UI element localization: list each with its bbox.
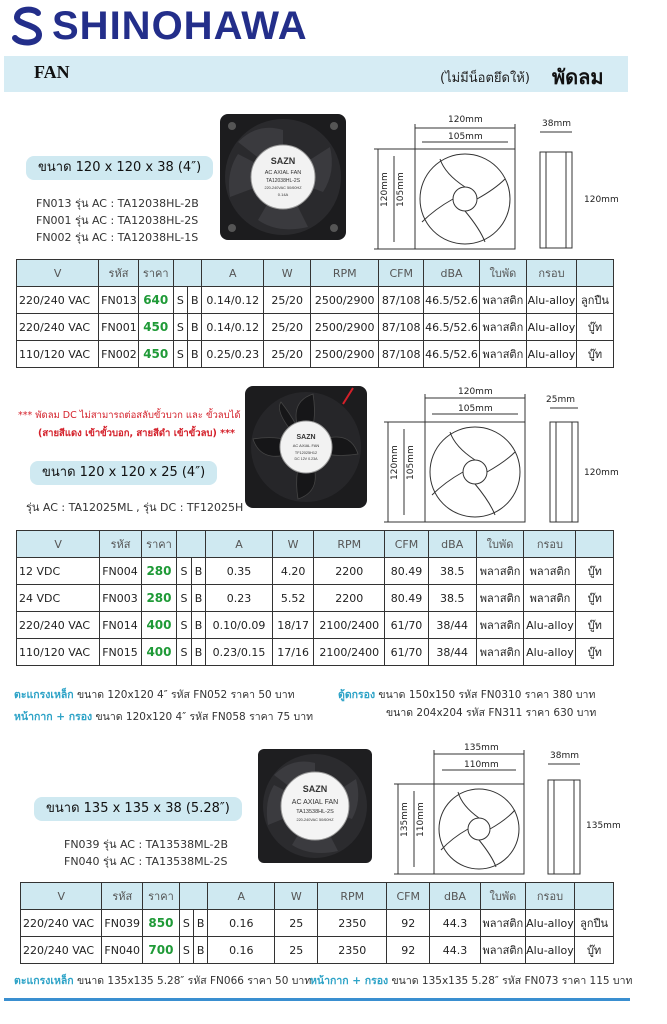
table-cell: 0.14/0.12: [202, 287, 264, 314]
table-cell: 220/240 VAC: [17, 612, 100, 639]
table-cell: Alu-alloy: [525, 937, 574, 964]
table-row: [17, 612, 614, 639]
table-cell: 25: [275, 937, 318, 964]
col-header: ใบพัด: [479, 260, 526, 287]
table-cell: 2200: [314, 585, 385, 612]
col-header: ราคา: [141, 531, 176, 558]
table-cell: S: [177, 558, 192, 585]
table-cell: S: [173, 341, 187, 368]
table-cell: 92: [387, 937, 430, 964]
fan-type-label: AC AXIAL FAN: [291, 799, 339, 806]
model-line: FN013 รุ่น AC : TA12038HL-2B: [36, 197, 199, 210]
accessory-line: [310, 972, 632, 989]
table-cell: บู๊ท: [576, 585, 614, 612]
table-cell: B: [194, 937, 208, 964]
table-cell: FN040: [102, 937, 143, 964]
table-cell: พลาสติก: [480, 937, 525, 964]
table-cell: B: [191, 639, 206, 666]
model-line: รุ่น AC : TA12025ML , รุ่น DC : TF12025H: [26, 501, 244, 514]
table-header-row: [17, 260, 614, 287]
table-cell: 46.5/52.6: [424, 341, 479, 368]
col-header: RPM: [314, 531, 385, 558]
table-cell: 46.5/52.6: [424, 314, 479, 341]
col-header: รหัส: [99, 260, 139, 287]
table-cell: S: [177, 612, 192, 639]
dc-warning-wiring: (สายสีแดง เข้าขั้วบอก, สายสีดำ เข้าขั้วลบ) ***: [38, 428, 236, 439]
fan-voltage-label: 220-240VAC 50/60HZ: [296, 818, 334, 822]
table-cell: FN003: [100, 585, 142, 612]
shinohawa-s-icon: [8, 5, 48, 47]
table-cell: 18/17: [272, 612, 314, 639]
table-cell: 2350: [318, 910, 387, 937]
dim-width: 120mm: [458, 387, 493, 397]
fan-model-label: TA13538HL-2S: [296, 809, 334, 815]
header-title: FAN: [34, 62, 70, 82]
col-header-blank: [179, 883, 207, 910]
table-cell: 220/240 VAC: [17, 287, 99, 314]
table-cell: 87/108: [379, 341, 424, 368]
dim-inner-height: 110mm: [416, 802, 426, 837]
dim-width: 120mm: [448, 115, 483, 125]
price-cell: 850: [143, 910, 180, 937]
accessory-text: ขนาด 120x120 4″ รหัส FN052 ราคา 50 บาท: [77, 689, 295, 701]
table-cell: พลาสติก: [524, 585, 576, 612]
col-header: dBA: [424, 260, 479, 287]
col-header: A: [202, 260, 264, 287]
model-line: FN039 รุ่น AC : TA13538ML-2B: [64, 838, 229, 851]
dim-inner-height: 105mm: [406, 445, 416, 480]
table-cell: พลาสติก: [480, 910, 525, 937]
table-cell: 0.14/0.12: [202, 314, 264, 341]
col-header: ใบพัด: [480, 883, 525, 910]
table-cell: 2100/2400: [314, 612, 385, 639]
fan-photo: [256, 747, 374, 865]
table-cell: 0.23/0.15: [206, 639, 273, 666]
col-header: dBA: [428, 531, 476, 558]
table-row: [17, 558, 614, 585]
table-cell: 61/70: [385, 612, 429, 639]
price-cell: 280: [141, 558, 176, 585]
spec-table: [16, 259, 614, 368]
table-cell: บู๊ท: [576, 639, 614, 666]
dim-side-height: 120mm: [584, 468, 619, 478]
table-cell: 2350: [318, 937, 387, 964]
table-cell: 220/240 VAC: [17, 314, 99, 341]
table-cell: 24 VDC: [17, 585, 100, 612]
table-cell: 2500/2900: [311, 287, 379, 314]
col-header: W: [275, 883, 318, 910]
price-cell: 400: [141, 639, 176, 666]
dim-height: 135mm: [400, 802, 410, 837]
accessory-line: [338, 686, 595, 703]
table-cell: S: [173, 287, 187, 314]
price-cell: 450: [138, 341, 173, 368]
spec-table: [20, 882, 614, 964]
table-cell: 44.3: [430, 937, 481, 964]
table-cell: 5.52: [272, 585, 314, 612]
table-cell: Alu-alloy: [527, 341, 577, 368]
table-cell: Alu-alloy: [527, 314, 577, 341]
table-row: [21, 937, 614, 964]
accessory-text: ขนาด 120x120 4″ รหัส FN058 ราคา 75 บาท: [95, 711, 314, 723]
dim-depth: 38mm: [550, 751, 579, 761]
table-header-row: [21, 883, 614, 910]
dim-depth: 25mm: [546, 395, 575, 405]
table-cell: พลาสติก: [479, 314, 526, 341]
table-cell: 4.20: [272, 558, 314, 585]
table-cell: 2100/2400: [314, 639, 385, 666]
col-header: CFM: [387, 883, 430, 910]
dim-width: 135mm: [464, 743, 499, 753]
accessory-text: ขนาด 135x135 5.28″ รหัส FN066 ราคา 50 บาท: [77, 975, 312, 987]
table-cell: FN001: [99, 314, 139, 341]
table-cell: B: [191, 585, 206, 612]
col-header: กรอบ: [525, 883, 574, 910]
fan-brand-label: SAZN: [296, 434, 316, 441]
table-cell: 220/240 VAC: [21, 910, 102, 937]
table-cell: บู๊ท: [576, 341, 613, 368]
col-header: W: [264, 260, 311, 287]
dimension-drawing: [360, 104, 630, 254]
table-row: [17, 314, 614, 341]
table-cell: 0.16: [208, 937, 275, 964]
col-header: ราคา: [143, 883, 180, 910]
table-cell: พลาสติก: [476, 639, 524, 666]
accessory-label: ตู้ดกรอง: [338, 689, 376, 701]
price-cell: 450: [138, 314, 173, 341]
table-cell: 80.49: [385, 558, 429, 585]
table-row: [21, 910, 614, 937]
table-cell: 38.5: [428, 585, 476, 612]
col-header: CFM: [379, 260, 424, 287]
table-row: [17, 341, 614, 368]
fan-model-label: TF12025H12: [294, 451, 318, 455]
table-row: [17, 639, 614, 666]
col-header: V: [21, 883, 102, 910]
table-cell: B: [194, 910, 208, 937]
table-cell: 38/44: [428, 639, 476, 666]
table-cell: 2500/2900: [311, 314, 379, 341]
col-header: dBA: [430, 883, 481, 910]
table-cell: ลูกปืน: [575, 910, 614, 937]
accessory-text: ขนาด 135x135 5.28″ รหัส FN073 ราคา 115 บาท: [391, 975, 633, 987]
table-cell: 0.16: [208, 910, 275, 937]
table-cell: 61/70: [385, 639, 429, 666]
fan-photo: [218, 112, 348, 242]
fan-voltage-label: DC 12V 0.23A: [294, 457, 318, 461]
col-header: RPM: [318, 883, 387, 910]
dim-inner-height: 105mm: [396, 172, 406, 207]
table-cell: 2200: [314, 558, 385, 585]
table-cell: 44.3: [430, 910, 481, 937]
footer-divider: [4, 998, 630, 1001]
accessory-line: [14, 708, 313, 725]
price-cell: 640: [138, 287, 173, 314]
accessory-text: ขนาด 150x150 รหัส FN0310 ราคา 380 บาท: [378, 689, 596, 701]
table-cell: 25/20: [264, 314, 311, 341]
table-cell: Alu-alloy: [524, 639, 576, 666]
model-line: FN002 รุ่น AC : TA12038HL-1S: [36, 231, 199, 244]
fan-brand-label: SAZN: [270, 156, 296, 166]
col-header: กรอบ: [524, 531, 576, 558]
table-cell: 87/108: [379, 314, 424, 341]
table-cell: พลาสติก: [476, 612, 524, 639]
table-cell: 110/120 VAC: [17, 341, 99, 368]
col-header: ใบพัด: [476, 531, 524, 558]
table-cell: FN004: [100, 558, 142, 585]
dim-side-height: 120mm: [584, 195, 619, 205]
brand-name: SHINOHAWA: [52, 4, 308, 48]
col-header: กรอบ: [527, 260, 577, 287]
table-cell: FN013: [99, 287, 139, 314]
section-header: [4, 56, 628, 92]
fan-model-label: TA12038HL-2S: [265, 178, 301, 184]
table-cell: พลาสติก: [479, 287, 526, 314]
table-cell: 25: [275, 910, 318, 937]
table-cell: FN015: [100, 639, 142, 666]
dc-warning: *** พัดลม DC ไม่สามารถต่อสลับขั้วบวก และ ขั้วลบได้: [18, 410, 241, 421]
brand-logo: [8, 2, 428, 52]
table-cell: FN014: [100, 612, 142, 639]
table-cell: 17/16: [272, 639, 314, 666]
table-row: [17, 585, 614, 612]
header-thai-title: พัดลม: [552, 65, 604, 89]
col-header: CFM: [385, 531, 429, 558]
col-header: รหัส: [102, 883, 143, 910]
table-cell: S: [177, 639, 192, 666]
dim-inner-width: 110mm: [464, 760, 499, 770]
accessory-label: ตะแกรงเหล็ก: [14, 689, 74, 701]
table-cell: S: [179, 937, 193, 964]
table-cell: 0.35: [206, 558, 273, 585]
accessory-label: หน้ากาก + กรอง: [14, 711, 93, 723]
col-header: A: [208, 883, 275, 910]
table-cell: S: [177, 585, 192, 612]
fan-type-label: AC AXIAL FAN: [292, 443, 320, 448]
fan-current-label: 0.14A: [277, 192, 289, 197]
col-header: W: [272, 531, 314, 558]
table-cell: 46.5/52.6: [424, 287, 479, 314]
table-row: [17, 287, 614, 314]
col-header: RPM: [311, 260, 379, 287]
table-cell: พลาสติก: [524, 558, 576, 585]
table-cell: พลาสติก: [476, 558, 524, 585]
table-cell: 25/20: [264, 341, 311, 368]
accessory-label: ตะแกรงเหล็ก: [14, 975, 74, 987]
model-line: FN001 รุ่น AC : TA12038HL-2S: [36, 214, 199, 227]
table-cell: บู๊ท: [576, 314, 613, 341]
table-cell: B: [188, 287, 202, 314]
price-cell: 700: [143, 937, 180, 964]
table-cell: 12 VDC: [17, 558, 100, 585]
table-cell: B: [188, 341, 202, 368]
fan-voltage-label: 220-240VAC 50/60HZ: [264, 186, 302, 190]
table-cell: 80.49: [385, 585, 429, 612]
accessory-line: [14, 686, 295, 703]
table-cell: 0.10/0.09: [206, 612, 273, 639]
spec-table: [16, 530, 614, 666]
table-cell: Alu-alloy: [525, 910, 574, 937]
col-header-blank: [575, 883, 614, 910]
table-cell: Alu-alloy: [524, 612, 576, 639]
table-cell: 220/240 VAC: [21, 937, 102, 964]
table-cell: B: [191, 558, 206, 585]
col-header: V: [17, 531, 100, 558]
table-cell: 0.23: [206, 585, 273, 612]
dim-side-height: 135mm: [586, 821, 621, 831]
col-header: ราคา: [138, 260, 173, 287]
table-cell: B: [188, 314, 202, 341]
table-cell: Alu-alloy: [527, 287, 577, 314]
fan-type-label: AC AXIAL FAN: [264, 170, 302, 176]
size-label: ขนาด 120 x 120 x 38 (4″): [26, 156, 213, 180]
table-header-row: [17, 531, 614, 558]
accessory-text: ขนาด 204x204 รหัส FN311 ราคา 630 บาท: [386, 707, 597, 719]
table-cell: 110/120 VAC: [17, 639, 100, 666]
price-cell: 400: [141, 612, 176, 639]
col-header-blank: [576, 260, 613, 287]
dimension-drawing: [370, 384, 640, 526]
table-cell: ลูกปืน: [576, 287, 613, 314]
table-cell: บู๊ท: [575, 937, 614, 964]
size-label: ขนาด 135 x 135 x 38 (5.28″): [34, 797, 242, 821]
dim-inner-width: 105mm: [448, 132, 483, 142]
table-cell: พลาสติก: [479, 341, 526, 368]
table-cell: B: [191, 612, 206, 639]
dimension-drawing: [380, 740, 650, 876]
dim-inner-width: 105mm: [458, 404, 493, 414]
table-cell: S: [179, 910, 193, 937]
table-cell: 38/44: [428, 612, 476, 639]
price-cell: 280: [141, 585, 176, 612]
table-cell: พลาสติก: [476, 585, 524, 612]
col-header-blank: [177, 531, 206, 558]
table-cell: 87/108: [379, 287, 424, 314]
table-cell: 2500/2900: [311, 341, 379, 368]
dim-height: 120mm: [380, 172, 390, 207]
col-header: A: [206, 531, 273, 558]
dim-depth: 38mm: [542, 119, 571, 129]
table-cell: FN039: [102, 910, 143, 937]
table-cell: S: [173, 314, 187, 341]
fan-photo: [243, 384, 369, 510]
fan-brand-label: SAZN: [302, 784, 328, 794]
header-note: (ไม่มีน็อตยึดให้): [440, 71, 530, 86]
accessory-label: หน้ากาก + กรอง: [310, 975, 389, 987]
table-cell: บู๊ท: [576, 558, 614, 585]
col-header: V: [17, 260, 99, 287]
col-header-blank: [576, 531, 614, 558]
size-label: ขนาด 120 x 120 x 25 (4″): [30, 461, 217, 485]
model-line: FN040 รุ่น AC : TA13538ML-2S: [64, 855, 228, 868]
table-cell: FN002: [99, 341, 139, 368]
table-cell: 0.25/0.23: [202, 341, 264, 368]
table-cell: 38.5: [428, 558, 476, 585]
col-header-blank: [173, 260, 202, 287]
dim-height: 120mm: [390, 445, 400, 480]
table-cell: บู๊ท: [576, 612, 614, 639]
table-cell: 25/20: [264, 287, 311, 314]
table-cell: 92: [387, 910, 430, 937]
col-header: รหัส: [100, 531, 142, 558]
accessory-line: [14, 972, 311, 989]
